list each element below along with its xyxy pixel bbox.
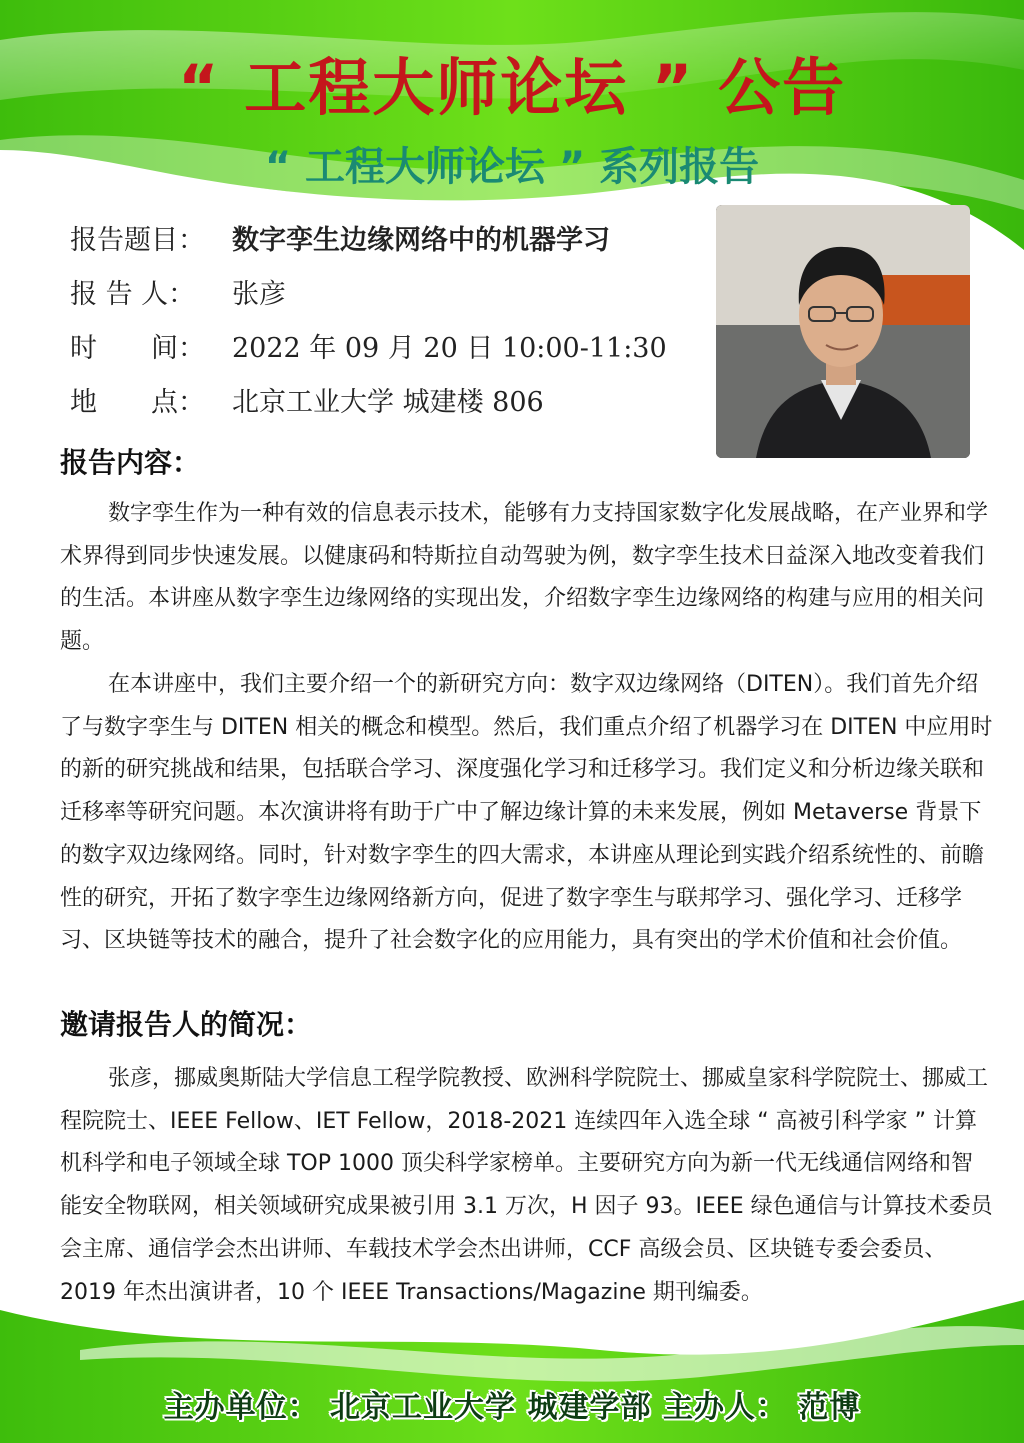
bio-paragraph: 张彦，挪威奥斯陆大学信息工程学院教授、欧洲科学院院士、挪威皇家科学院院士、挪威工程院院士、IEEE Fellow、IET Fellow，2018-2021 连续四年入选全球 “ 高被引科学家 ” 计算机科学和电子领域全球 TOP 1000 顶尖科学家榜单。主要研究方向为新一代无线通信网络和智能安全物联网，相关领域研究成果被引用 3.1 万次，H 因子 93。IEEE 绿色通信与计算技术委员会主席、通信学会杰出讲师、车载技术学会杰出讲师，CCF 高级会员、区块链专委会委员、2019 年杰出演讲者，10 个 IEEE Transactions/Magazine 期刊编委。	[60, 1066, 993, 1305]
info-row-time	[70, 329, 667, 369]
info-label: 报 告 人：	[70, 279, 196, 310]
page-title: “ 工程大师论坛 ” 公告	[177, 51, 847, 124]
content-paragraph-1: 数字孪生作为一种有效的信息表示技术，能够有力支持国家数字化发展战略，在产业界和学术界得到同步快速发展。以健康码和特斯拉自动驾驶为例，数字孪生技术日益深入地改变着我们的生活。本讲座从数字孪生边缘网络的实现出发，介绍数字孪生边缘网络的构建与应用的相关问题。	[60, 501, 989, 655]
info-label: 地 点：	[70, 387, 205, 418]
bio-heading: 邀请报告人的简况：	[60, 1008, 313, 1041]
content-paragraph-2: 在本讲座中，我们主要介绍一个的新研究方向：数字双边缘网络（DITEN）。我们首先介绍了与数字孪生与 DITEN 相关的概念和模型。然后，我们重点介绍了机器学习在 DITEN 中应用时的新的研究挑战和结果，包括联合学习、深度强化学习和迁移学习。我们定义和分析边缘关联和迁移率等研究问题。本次演讲将有助于广中了解边缘计算的未来发展，例如 Metaverse 背景下的数字双边缘网络。同时，针对数字孪生的四大需求，本讲座从理论到实践介绍系统性的、前瞻性的研究，开拓了数字孪生边缘网络新方向，促进了数字孪生与联邦学习、强化学习、迁移学习、区块链等技术的融合，提升了社会数字化的应用能力，具有突出的学术价值和社会价值。	[60, 672, 993, 954]
info-value: 北京工业大学 城建楼 806	[232, 387, 544, 418]
content-heading: 报告内容：	[60, 446, 201, 479]
speaker-portrait-icon	[716, 205, 970, 458]
info-label: 报告题目：	[70, 225, 205, 256]
info-value: 数字孪生边缘网络中的机器学习	[232, 225, 610, 256]
info-row-speaker	[70, 275, 286, 315]
speaker-photo	[716, 205, 970, 458]
info-value: 张彦	[232, 279, 286, 310]
footer-organizer: 主办单位： 北京工业大学 城建学部 主办人： 范博	[163, 1390, 861, 1425]
info-row-topic	[70, 221, 610, 261]
info-row-location	[70, 383, 544, 423]
info-label: 时 间：	[70, 333, 205, 364]
page-subtitle: “ 工程大师论坛 ” 系列报告	[264, 144, 760, 190]
info-value: 2022 年 09 月 20 日 10:00-11:30	[232, 333, 667, 364]
